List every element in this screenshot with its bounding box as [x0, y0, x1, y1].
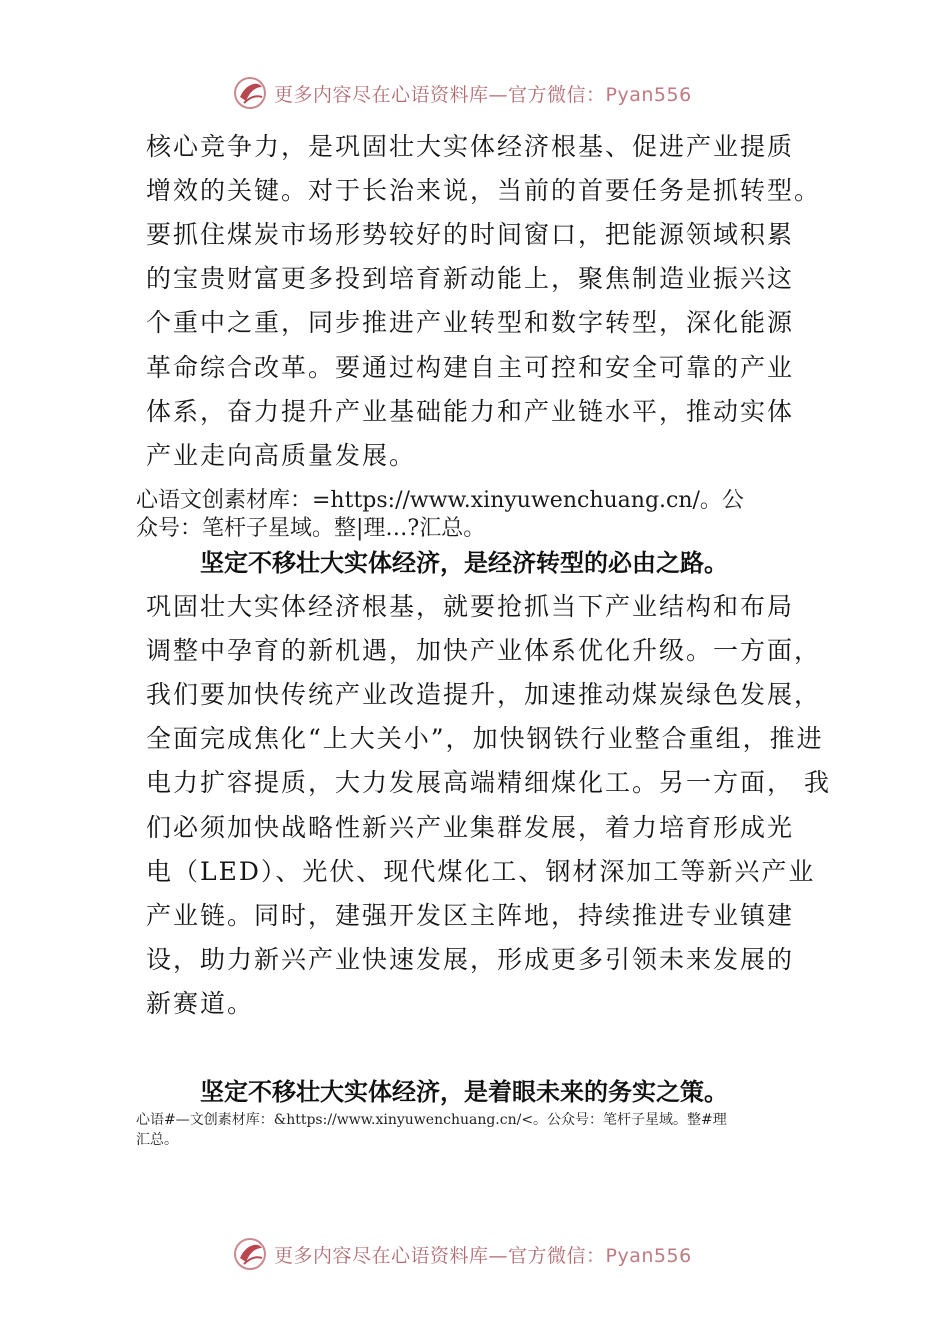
paragraph-line: 产业走向高质量发展。	[146, 441, 417, 470]
paragraph-line: 个重中之重，同步推进产业转型和数字转型，深化能源	[146, 308, 795, 337]
watermark-line: 心语#—文创素材库：&https://www.xinyuwenchuang.cn/<。公众号：笔杆子星域。整#理	[136, 1112, 727, 1128]
paragraph-line: 增效的关键。对于长治来说，当前的首要任务是抓转型。	[146, 176, 822, 205]
watermark-line: 众号：笔杆子星域。整|理…?汇总。	[136, 516, 486, 541]
paragraph-line: 革命综合改革。要通过构建自主可控和安全可靠的产业	[146, 353, 795, 382]
section-heading: 坚定不移壮大实体经济，是着眼未来的务实之策。	[200, 1078, 728, 1106]
paragraph-line: 电力扩容提质，大力发展高端精细煤化工。另一方面， 我	[146, 768, 831, 797]
banner-text: 更多内容尽在心语资料库—官方微信：Pyan556	[274, 83, 692, 106]
paragraph-line: 电（LED）、光伏、现代煤化工、钢材深加工等新兴产业	[146, 857, 816, 886]
footer-banner	[0, 1234, 950, 1274]
paragraph-line: 新赛道。	[146, 989, 255, 1018]
paragraph-line: 设，助力新兴产业快速发展，形成更多引领未来发展的	[146, 945, 795, 974]
logo-icon	[232, 1236, 268, 1272]
paragraph-line: 调整中孕育的新机遇，加快产业体系优化升级。一方面，	[146, 636, 822, 665]
paragraph-line: 们必须加快战略性新兴产业集群发展，着力培育形成光	[146, 813, 795, 842]
wechat-id: Pyan556	[605, 1244, 692, 1267]
watermark-line: 汇总。	[136, 1132, 178, 1148]
banner-text: 更多内容尽在心语资料库—官方微信：Pyan556	[274, 1244, 692, 1267]
paragraph-line: 产业链。同时，建强开发区主阵地，持续推进专业镇建	[146, 901, 795, 930]
paragraph-line: 全面完成焦化“上大关小”，加快钢铁行业整合重组，推进	[146, 724, 824, 753]
paragraph-line: 的宝贵财富更多投到培育新动能上，聚焦制造业振兴这	[146, 264, 795, 293]
section-heading: 坚定不移壮大实体经济，是经济转型的必由之路。	[200, 549, 728, 577]
header-banner	[0, 73, 950, 113]
logo-icon	[232, 75, 268, 111]
paragraph-line: 核心竞争力，是巩固壮大实体经济根基、促进产业提质	[146, 132, 795, 161]
paragraph-line: 巩固壮大实体经济根基，就要抢抓当下产业结构和布局	[146, 592, 795, 621]
paragraph-line: 体系，奋力提升产业基础能力和产业链水平，推动实体	[146, 397, 795, 426]
watermark-line: 心语文创素材库：=https://www.xinyuwenchuang.cn/。公	[136, 488, 744, 513]
paragraph-line: 要抓住煤炭市场形势较好的时间窗口，把能源领域积累	[146, 220, 795, 249]
wechat-id: Pyan556	[605, 83, 692, 106]
paragraph-line: 我们要加快传统产业改造提升，加速推动煤炭绿色发展，	[146, 680, 822, 709]
